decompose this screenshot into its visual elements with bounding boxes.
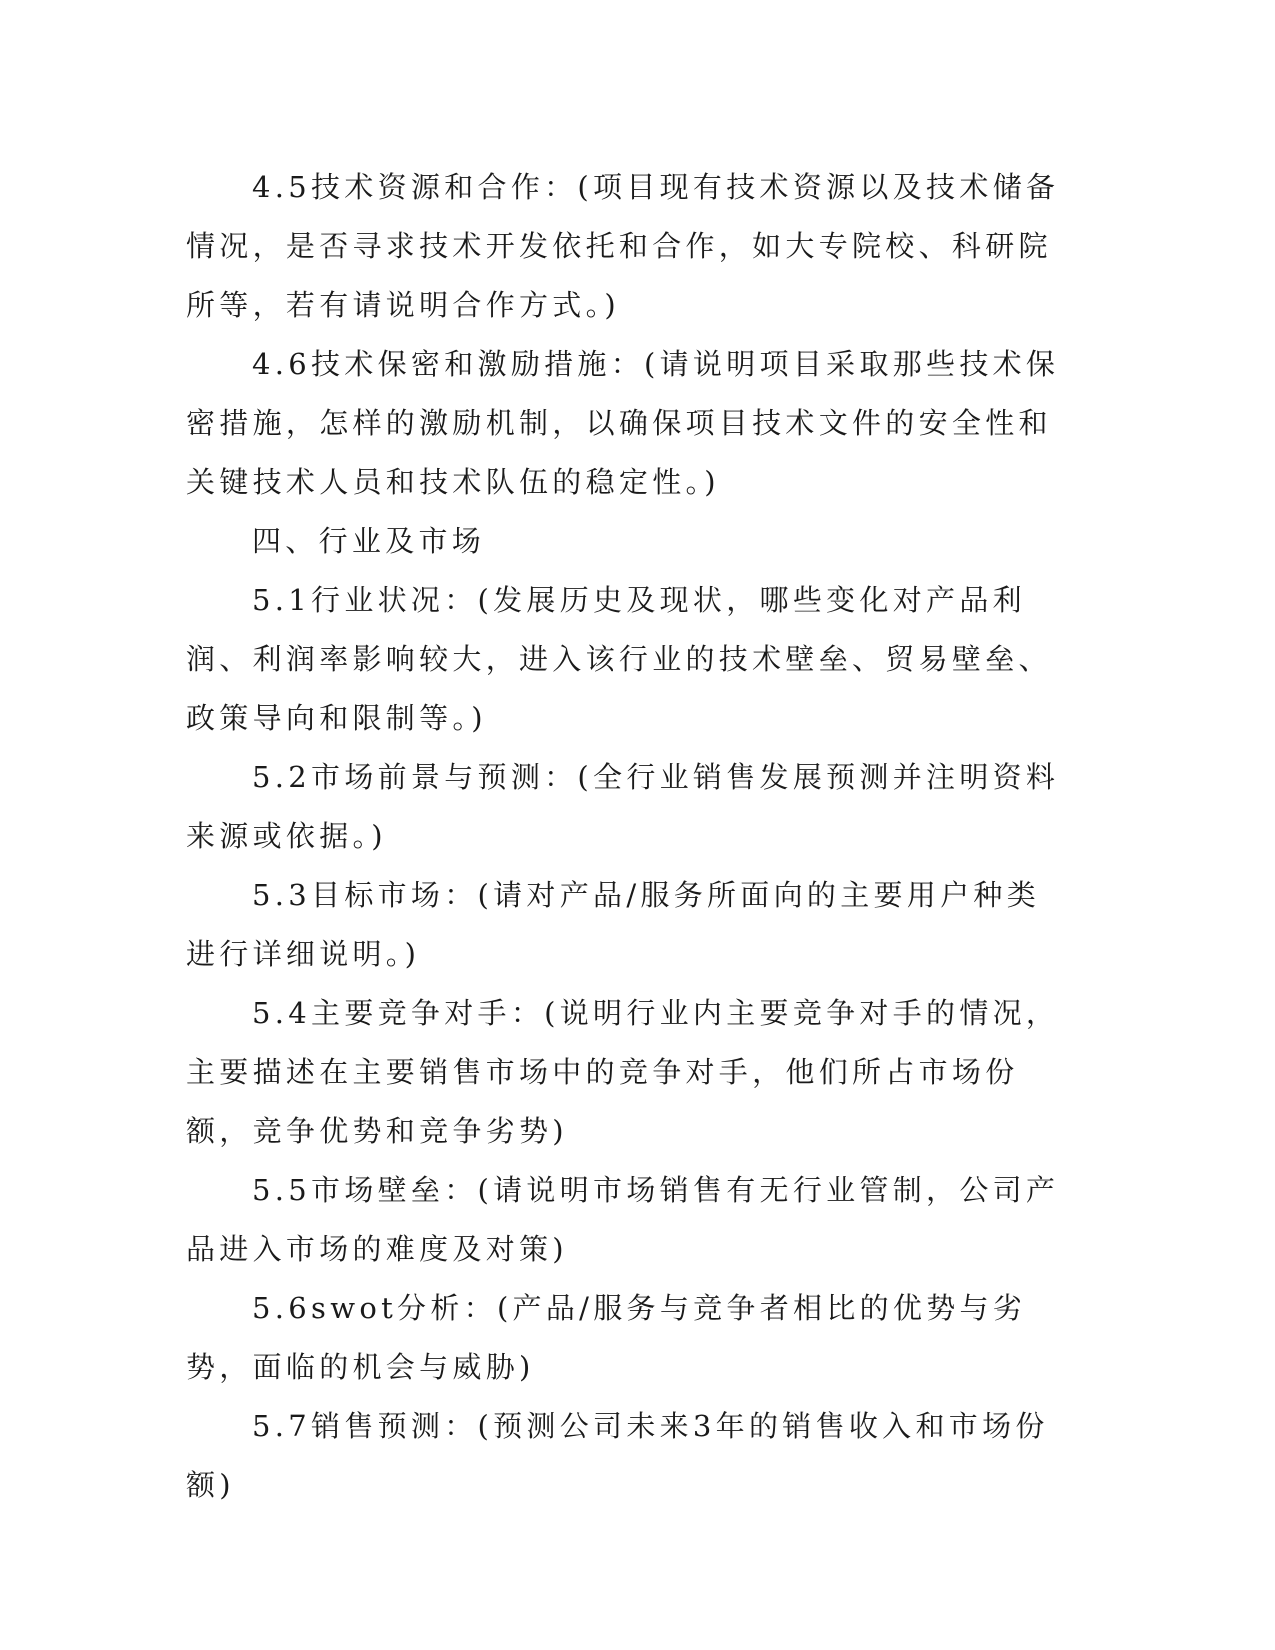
document-body bbox=[186, 158, 1066, 1515]
paragraph-5-3-target-market: 5.3目标市场：(请对产品/服务所面向的主要用户种类进行详细说明。) bbox=[186, 878, 1041, 971]
section-heading-industry-market: 四、行业及市场 bbox=[252, 524, 486, 558]
paragraph-5-7-sales-forecast: 5.7销售预测：(预测公司未来3年的销售收入和市场份额) bbox=[186, 1409, 1049, 1502]
paragraph-5-5-market-barriers: 5.5市场壁垒：(请说明市场销售有无行业管制，公司产品进入市场的难度及对策) bbox=[186, 1173, 1060, 1266]
paragraph-4-6-tech-confidentiality: 4.6技术保密和激励措施：(请说明项目采取那些技术保密措施，怎样的激励机制，以确保项目技术文件的安全性和关键技术人员和技术队伍的稳定性。) bbox=[186, 347, 1060, 499]
paragraph-5-4-competitors: 5.4主要竞争对手：(说明行业内主要竞争对手的情况，主要描述在主要销售市场中的竞争对手，他们所占市场份额，竞争优势和竞争劣势) bbox=[186, 996, 1060, 1148]
paragraph-5-1-industry-status: 5.1行业状况：(发展历史及现状，哪些变化对产品利润、利润率影响较大，进入该行业的技术壁垒、贸易壁垒、政策导向和限制等。) bbox=[186, 583, 1052, 735]
paragraph-4-5-tech-resources: 4.5技术资源和合作：(项目现有技术资源以及技术储备情况，是否寻求技术开发依托和合作，如大专院校、科研院所等，若有请说明合作方式。) bbox=[186, 170, 1060, 322]
paragraph-5-2-market-outlook: 5.2市场前景与预测：(全行业销售发展预测并注明资料来源或依据。) bbox=[186, 760, 1060, 853]
paragraph-5-6-swot: 5.6swot分析：(产品/服务与竞争者相比的优势与劣势，面临的机会与威胁) bbox=[186, 1291, 1027, 1384]
